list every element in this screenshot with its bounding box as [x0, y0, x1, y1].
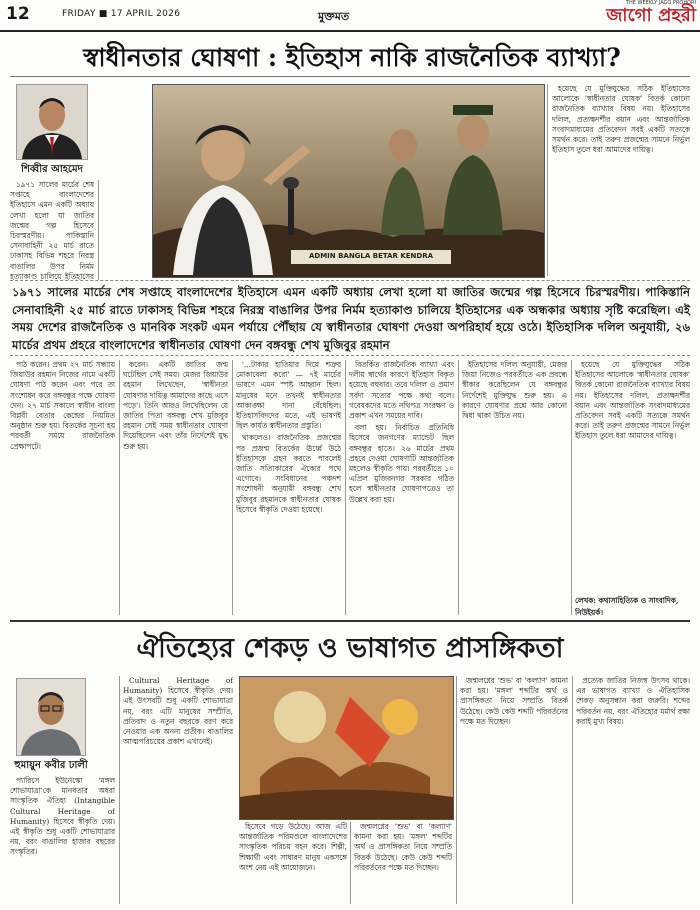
caption-divider	[10, 280, 690, 281]
column-divider	[458, 360, 459, 615]
article1-photo	[152, 84, 545, 278]
article2-column-6	[576, 676, 690, 904]
photo-caption: ১৯৭১ সালের মার্চের শেষ সপ্তাহে বাংলাদেশের ইতিহাসে এমন একটি অধ্যায় লেখা হলো যা জাতির জন্মের গল্প হিসেবে চিরস্মরণীয়। পাকিস্তানি সেনাবাহিনী ২৫ মার্চ রাতে ঢাকাসহ বিভিন্ন শহরে নিরস্ত্র বাঙালির উপর নির্মম হত্যাকাণ্ড চালিয়ে ইতিহাসের এক অন্ধকার অধ্যায় সৃষ্টি করেছিল। এই সময় দেশের রাজনৈতিক ও মানবিক সংকট এমন পর্যায়ে পৌঁছায় যে স্বাধীনতার ঘোষণা দেওয়া অপরিহার্য হয়ে ওঠে। ইতিহাসিক দলিল অনুযায়ী, ২৬ মার্চের প্রথম প্রহরে বাংলাদেশের স্বাধীনতার ঘোষণা দেন বঙ্গবন্ধু শেখ মুজিবুর রহমান	[12, 285, 690, 352]
column-divider	[119, 360, 120, 615]
paragraph: থাকলেও। রাজনৈতিক প্রজন্মের পর প্রজন্ম বিতর্কের ঊর্ধ্বে উঠে ইতিহাসকে গ্রহণ করতে পারলেই জাতি সত্যিকারের ঐক্যের পথে এগোবে। সংবিধানের পঞ্চদশ সংশোধনী অনুযায়ী বঙ্গবন্ধু শেখ মুজিবুর রহমানকে স্বাধীনতার ঘোষক হিসেবে স্বীকৃতি দেওয়া হয়েছে।	[236, 433, 341, 514]
column-divider	[572, 676, 573, 904]
article1-column-5	[349, 360, 454, 615]
article1-column-8	[575, 360, 690, 590]
masthead-logo[interactable]: জাগো প্রহরী	[606, 5, 696, 26]
paragraph: প্যারিসে ইউনেস্কো 'মঙ্গল শোভাযাত্রা'কে মানবতার অধরা সাংস্কৃতিক ঐতিহ্য (Intangible Cultural Heritage of Humanity) হিসেবে স্বীকৃতি দেয়। এই স্বীকৃতি শুধু একটি শোভাযাত্রার নয়, বরং বাঙালির হাজার বছরের সংস্কৃতির।	[10, 776, 115, 857]
paragraph: জন্মলগ্নের 'শুভ' বা 'কল্যাণ' কামনা করা হয়। 'মঙ্গল' শব্দটির অর্থ ও প্রাসঙ্গিকতা নিয়ে সম্প্রতি বিতর্ক উঠেছে। কেউ কেউ শব্দটি পরিবর্তনের পক্ষে মত দিচ্ছেন।	[460, 676, 568, 726]
article1-column-4	[236, 360, 341, 615]
author1-photo	[16, 84, 88, 160]
article2-headline[interactable]: ঐতিহ্যের শেকড় ও ভাষাগত প্রাসঙ্গিকতা	[136, 633, 564, 664]
article2-photo	[239, 676, 454, 820]
article2-column-4	[354, 822, 452, 904]
column-divider	[456, 676, 457, 904]
section-title: মুক্তমত	[318, 10, 350, 23]
column-divider	[345, 360, 346, 615]
paragraph: হয়েছে যে মুক্তিযুদ্ধের সঠিক ইতিহাসের আলোকে 'স্বাধীনতার ঘোষক' বিতর্ক কোনো রাজনৈতিক ব্যাখ্যার বিষয় নয়। ইতিহাসের দলিল, প্রত্যক্ষদর্শীর বয়ান এবং আন্তর্জাতিক সংবাদমাধ্যমের প্রতিবেদন সবই একটি সত্যকে সমর্থন করে। তাই তরুণ প্রজন্মের সামনে নির্ভুল ইতিহাস তুলে ধরা আমাদের দায়িত্ব।	[552, 84, 690, 155]
headline-divider	[10, 76, 690, 77]
article1-headline[interactable]: স্বাধীনতার ঘোষণা : ইতিহাস নাকি রাজনৈতিক ব্যাখ্যা?	[83, 43, 621, 72]
paragraph: বলা হয়। নির্বাচিত প্রতিনিধি হিসেবে জনগণের ম্যান্ডেট ছিল বঙ্গবন্ধুর হাতে। ২৬ মার্চের প্রথম প্রহরে দেওয়া ঘোষণাটি আন্তর্জাতিক মহলেও স্বীকৃতি পায়। পরবর্তীতে ১০ এপ্রিল মুজিবনগর সরকার গঠিত হলে স্বাধীনতার ঘোষণাপত্রেও তা উল্লেখ করা হয়।	[349, 423, 454, 504]
paragraph: প্রত্যেক জাতির নিজস্ব উৎসব থাকে। এর ভাষাগত ব্যাখ্যা ও ঐতিহাসিক শেকড় অনুসন্ধান করা জরুরি। শব্দের পরিবর্তন নয়, বরং ঐতিহ্যের মর্মার্থ রক্ষা করাই মুখ্য বিষয়।	[576, 676, 690, 726]
article1-column-7	[462, 360, 567, 615]
paragraph: হিসেবে গড়ে উঠেছে। আজ এটি আন্তর্জাতিক পরিমণ্ডলে বাংলাদেশের সাংস্কৃতিক পরিচয় বহন করে। শিল্পী, শিক্ষার্থী এবং সাধারণ মানুষ একসঙ্গে অংশ নেয় এই আয়োজনে।	[239, 822, 347, 872]
author2-photo	[16, 678, 86, 756]
caption-divider	[10, 355, 690, 356]
paragraph: জন্মলগ্নের 'শুভ' বা 'কল্যাণ' কামনা করা হয়। 'মঙ্গল' শব্দটির অর্থ ও প্রাসঙ্গিকতা নিয়ে সম্প্রতি বিতর্ক উঠেছে। কেউ কেউ শব্দটি পরিবর্তনের পক্ষে মত দিচ্ছেন।	[354, 822, 452, 872]
column-divider	[119, 676, 120, 904]
photo-banner-text: ADMIN BANGLA BETAR KENDRA	[308, 252, 434, 260]
article1-column-6	[552, 84, 690, 276]
paragraph: বিতর্কিত রাজনৈতিক ব্যাখ্যা এবং দলীয় স্বার্থের কারণে ইতিহাস বিকৃত হয়েছে বহুবার। তবে দলিল ও প্রমাণ সর্বদা সত্যের পক্ষে কথা বলে। গবেষকদের মতে নথিপত্র সংরক্ষণ ও প্রকাশ এখন সময়ের দাবি।	[349, 360, 454, 421]
paragraph: হয়েছে যে মুক্তিযুদ্ধের সঠিক ইতিহাসের আলোকে 'স্বাধীনতার ঘোষক' বিতর্ক কোনো রাজনৈতিক ব্যাখ্যার বিষয় নয়। ইতিহাসের দলিল, প্রত্যক্ষদর্শীর বয়ান এবং আন্তর্জাতিক সংবাদমাধ্যমের প্রতিবেদন সবই একটি সত্যকে সমর্থন করে। তাই তরুণ প্রজন্মের সামনে নির্ভুল ইতিহাস তুলে ধরা আমাদের দায়িত্ব।	[575, 360, 690, 441]
author1-name: শিব্বীর আহমেদ	[21, 164, 83, 175]
column-divider	[232, 360, 233, 615]
author1-credit: লেখক: কথাসাহিত্যিক ও সাংবাদিক, নিউইয়র্ক।	[575, 596, 679, 617]
article-separator	[10, 620, 690, 622]
article2-column-2	[123, 676, 233, 904]
author2-name: হুমায়ুন কবীর ঢালী	[14, 760, 88, 771]
article2-column-5	[460, 676, 568, 904]
paragraph: পাঠ করেন। প্রথম ২৭ মার্চ সন্ধ্যায় জিয়াউর রহমান নিজের নামে একটি ঘোষণা পাঠ করেন এবং পরে তা সংশোধন করে বঙ্গবন্ধুর পক্ষে ঘোষণা দেন। ২৭ মার্চ সকালে স্বাধীন বাংলা বিপ্লবী বেতার কেন্দ্রের নিয়মিত অনুষ্ঠান শুরু হয়। বিতর্কের সূচনা হয় পরবর্তী সময়ে রাজনৈতিক প্রেক্ষাপটে।	[10, 360, 115, 451]
paragraph: ইতিহাসের দলিল অনুযায়ী, মেজর জিয়া নিজেও পরবর্তীতে এক প্রবন্ধে স্বীকার করেছিলেন যে বঙ্গবন্ধুর নির্দেশেই মুক্তিযুদ্ধ শুরু হয়। এ কারণে ঘোষণার প্রশ্নে আর কোনো দ্বিধা থাকা উচিত নয়।	[462, 360, 567, 421]
article1-column-1	[10, 180, 94, 280]
issue-date: FRIDAY ■ 17 APRIL 2026	[62, 9, 181, 19]
column-divider	[547, 84, 548, 276]
article2-column-3	[239, 822, 347, 904]
paragraph: করেন। একটি জাতির জন্ম ঘটেছিল সেই সময়। মেজর জিয়াউর রহমান লিখেছেন, 'স্বাধীনতা ঘোষণার দায়িত্ব আমাদের কাছে এসে পড়ে'। তিনি আরও লিখেছিলেন যে জাতির পিতা বঙ্গবন্ধু শেখ মুজিবুর রহমান সেই সময় স্বাধীনতার ঘোষণা দিয়েছিলেন এবং তাঁর নির্দেশেই যুদ্ধ শুরু হয়।	[123, 360, 228, 451]
article1-column-2	[10, 360, 115, 615]
paragraph: ১৯৭১ সালের মার্চের শেষ সপ্তাহে বাংলাদেশের ইতিহাসে এমন একটি অধ্যায় লেখা হলো যা জাতির জন্মের গল্প হিসেবে চিরস্মরণীয়। পাকিস্তানি সেনাবাহিনী ২৫ মার্চ রাতে ঢাকাসহ বিভিন্ন শহরে নিরস্ত্র বাঙালির উপর নির্মম হত্যাকাণ্ড চালিয়ে ইতিহাসের	[10, 180, 94, 280]
column-divider	[571, 360, 572, 615]
masthead-tagline: THE WEEKLY JAGO PROHORI	[625, 0, 696, 6]
paragraph: '...টাকার হাতিয়ার দিয়ে শত্রুর মোকাবেলা করো' — ৭ই মার্চের ভাষণে এমন স্পষ্ট আহ্বান ছিল। মানুষের মনে তখনই স্বাধীনতার আকাঙ্ক্ষা দানা বেঁধেছিল। ইতিহাসবিদদের মতে, এই ভাষণই ছিল কার্যত স্বাধীনতার প্রস্তুতি।	[236, 360, 341, 431]
article1-column-3	[123, 360, 228, 615]
article2-column-1	[10, 776, 115, 904]
column-divider	[98, 180, 99, 280]
column-divider	[350, 822, 351, 904]
paragraph: Cultural Heritage of Humanity) হিসেবে স্বীকৃতি দেয়। এই উৎসবটি শুধু একটি শোভাযাত্রা নয়, বরং এটি মানুষের সম্প্রীতি, প্রতিবাদ ও নতুন বছরকে বরণ করে নেওয়ার এক অনন্য প্রতীক। বাঙালির আত্মপরিচয়ের প্রকাশ এখানেই।	[123, 676, 233, 747]
page-number: 12	[6, 4, 30, 24]
